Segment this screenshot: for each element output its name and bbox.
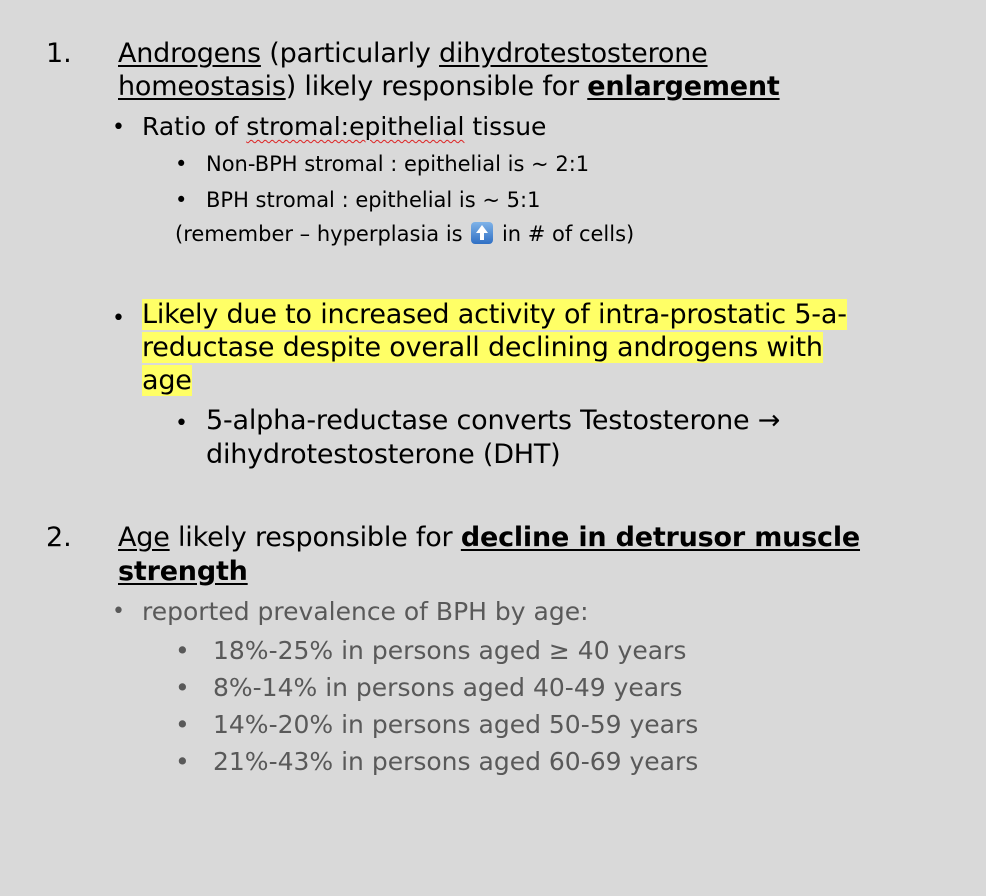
likely-line1 bbox=[142, 299, 847, 330]
bph-ratio: BPH stromal : epithelial is ~ 5:1 bbox=[206, 188, 541, 212]
bullet: • bbox=[175, 636, 190, 665]
age-term: Age bbox=[118, 522, 170, 553]
bullet: • bbox=[112, 306, 125, 331]
age-range-4: 21%-43% in persons aged 60-69 years bbox=[213, 747, 699, 776]
item2-line2 bbox=[118, 556, 248, 587]
item1-paren: (particularly bbox=[260, 38, 440, 69]
age-range-2: 8%-14% in persons aged 40-49 years bbox=[213, 673, 683, 702]
item1-line1 bbox=[118, 38, 708, 69]
decline-term-2: strength bbox=[118, 556, 248, 587]
bullet: • bbox=[175, 188, 188, 212]
age-range-3: 14%-20% in persons aged 50-59 years bbox=[213, 710, 699, 739]
androgens-term: Androgens bbox=[118, 38, 261, 69]
likely-text-2: reductase despite overall declining androgens with bbox=[142, 332, 823, 363]
age-range-1: 18%-25% in persons aged ≥ 40 years bbox=[213, 636, 687, 665]
ratio-suffix: tissue bbox=[464, 112, 547, 141]
remember-note bbox=[175, 222, 634, 246]
dht-term: dihydrotestosterone bbox=[439, 38, 708, 69]
prevalence-heading: reported prevalence of BPH by age: bbox=[142, 597, 589, 626]
likely-line2 bbox=[142, 332, 823, 363]
remember-b: in # of cells) bbox=[495, 222, 635, 246]
ratio-line bbox=[142, 112, 546, 141]
enlargement-term: enlargement bbox=[587, 71, 780, 102]
item1-line2 bbox=[118, 71, 780, 102]
up-arrow-icon bbox=[471, 222, 493, 244]
converts-line2: dihydrotestosterone (DHT) bbox=[206, 439, 561, 470]
bullet: • bbox=[175, 411, 188, 436]
item2-number: 2. bbox=[46, 522, 72, 553]
likely-text-1: Likely due to increased activity of intra-prostatic 5-a- bbox=[142, 299, 847, 330]
decline-term-1: decline in detrusor muscle bbox=[460, 522, 861, 553]
bullet: • bbox=[112, 599, 125, 624]
likely-text-3: age bbox=[142, 365, 192, 396]
bullet: • bbox=[175, 710, 190, 739]
non-bph-ratio: Non-BPH stromal : epithelial is ~ 2:1 bbox=[206, 152, 590, 176]
ratio-prefix: Ratio of bbox=[142, 112, 247, 141]
bullet: • bbox=[112, 115, 125, 140]
bullet: • bbox=[175, 152, 188, 176]
item2-mid: likely responsible for bbox=[169, 522, 461, 553]
homeostasis-term: homeostasis bbox=[118, 71, 286, 102]
ratio-term: stromal:epithelial bbox=[246, 112, 465, 141]
bullet: • bbox=[175, 673, 190, 702]
remember-a: (remember – hyperplasia is bbox=[175, 222, 470, 246]
item1-rest: ) likely responsible for bbox=[285, 71, 588, 102]
likely-line3 bbox=[142, 365, 192, 396]
converts-line1: 5-alpha-reductase converts Testosterone → bbox=[206, 405, 781, 436]
item1-number: 1. bbox=[46, 38, 72, 69]
item2-line1 bbox=[118, 522, 860, 553]
bullet: • bbox=[175, 747, 190, 776]
